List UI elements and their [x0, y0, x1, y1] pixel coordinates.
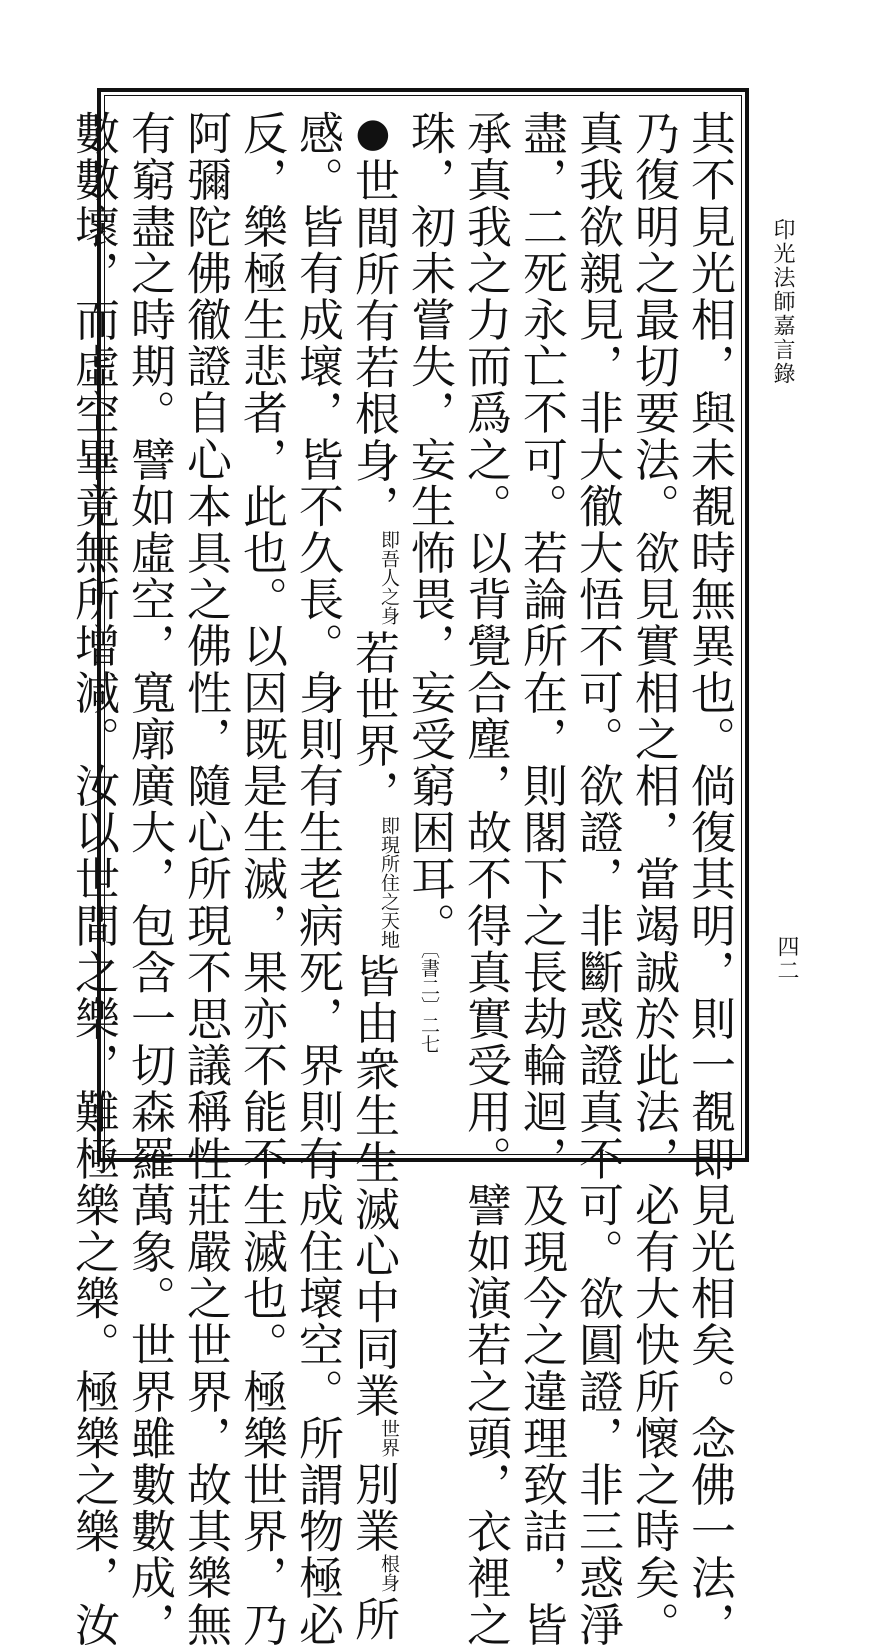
text-body — [67, 110, 736, 1648]
source-reference: 〔書二〕二七 — [418, 948, 440, 1054]
interlinear-note: 世界 — [378, 1418, 400, 1457]
text-column-6 — [402, 110, 456, 1150]
column-text: 珠，初未嘗失，妄生怖畏，妄受窮困耳。 — [403, 110, 456, 949]
column-text: 世間所有若根身， — [347, 157, 400, 531]
interlinear-note: 根身 — [378, 1554, 400, 1593]
text-column-9: 反，樂極生悲者，此也。以因既是生滅，果亦不能不生滅也。極樂世界，乃 — [235, 110, 288, 1648]
column-text: 所 — [347, 1596, 400, 1643]
text-column-11: 有窮盡之時期。譬如虛空，寬廓廣大，包含一切森羅萬象。世界雖數數成， — [123, 110, 176, 1648]
text-column-5: 承真我之力而爲之。以背覺合塵，故不得真實受用。譬如演若之頭，衣裡之 — [459, 110, 512, 1648]
column-text: 別業 — [347, 1460, 400, 1555]
text-column-2: 乃復明之最切要法。欲見實相之相，當竭誠於此法，必有大快所懷之時矣。 — [627, 110, 680, 1648]
text-column-10: 阿彌陀佛徹證自心本具之佛性，隨心所現不思議稱性莊嚴之世界，故其樂無 — [179, 110, 232, 1648]
text-column-1: 其不見光相，與未覩時無異也。倘復其明，則一覩即見光相矣。念佛一法， — [683, 110, 736, 1648]
text-column-12: 數數壞，而虛空畢竟無所增減。汝以世間之樂，難極樂之樂。極樂之樂，汝 — [67, 110, 120, 1648]
section-bullet: ● — [350, 110, 396, 158]
text-column-8: 感。皆有成壞，皆不久長。身則有生老病死，界則有成住壞空。所謂物極必 — [291, 110, 344, 1648]
page-number: 四二 — [774, 935, 799, 983]
interlinear-note: 即吾人之身 — [378, 530, 400, 626]
text-column-3: 真我欲親見，非大徹大悟不可。欲證，非斷惑證真不可。欲圓證，非三惑淨 — [571, 110, 624, 1648]
interlinear-note: 即現所住之天地 — [378, 815, 400, 949]
column-text: 若世界， — [347, 629, 400, 816]
text-column-4: 盡，二死永亡不可。若論所在，則閣下之長劫輪迴，及現今之違理致詰，皆 — [515, 110, 568, 1648]
book-title: 印光法師嘉言錄 — [770, 218, 795, 386]
column-text: 皆由衆生生滅心中同業 — [347, 952, 400, 1419]
text-column-7 — [346, 110, 400, 1643]
